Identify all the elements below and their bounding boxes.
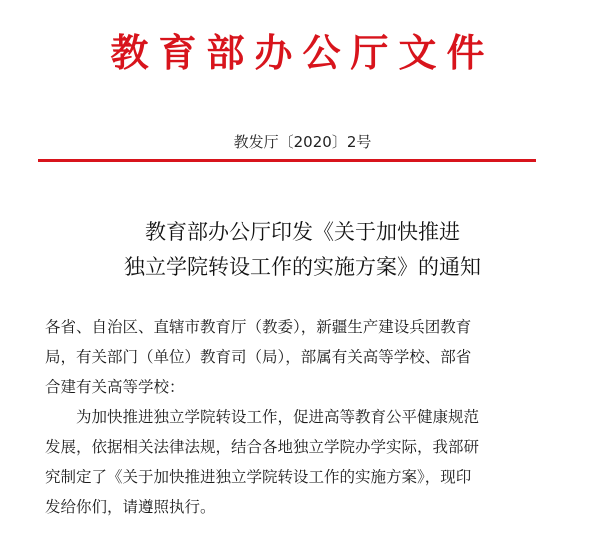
red-divider-line — [38, 159, 536, 162]
body-paragraph-line-3: 究制定了《关于加快推进独立学院转设工作的实施方案》，现印 — [45, 468, 472, 486]
notice-title-line-1: 教育部办公厅印发《关于加快推进 — [145, 220, 460, 244]
issuing-authority-header: 教育部办公厅文件 — [110, 30, 495, 75]
addressee-line-2: 局，有关部门（单位）教育司（局），部属有关高等学校、部省 — [45, 348, 472, 366]
addressee-line-3: 合建有关高等学校： — [45, 378, 185, 396]
body-paragraph-line-4: 发给你们，请遵照执行。 — [45, 498, 216, 516]
body-paragraph-line-2: 发展，依据相关法律法规，结合各地独立学院办学实际，我部研 — [45, 438, 480, 456]
notice-title-line-2: 独立学院转设工作的实施方案》的通知 — [124, 255, 481, 279]
document-number: 教发厅〔2020〕2号 — [233, 133, 372, 151]
addressee-line-1: 各省、自治区、直辖市教育厅（教委），新疆生产建设兵团教育 — [45, 318, 472, 336]
body-paragraph-line-1: 为加快推进独立学院转设工作，促进高等教育公平健康规范 — [76, 408, 480, 426]
